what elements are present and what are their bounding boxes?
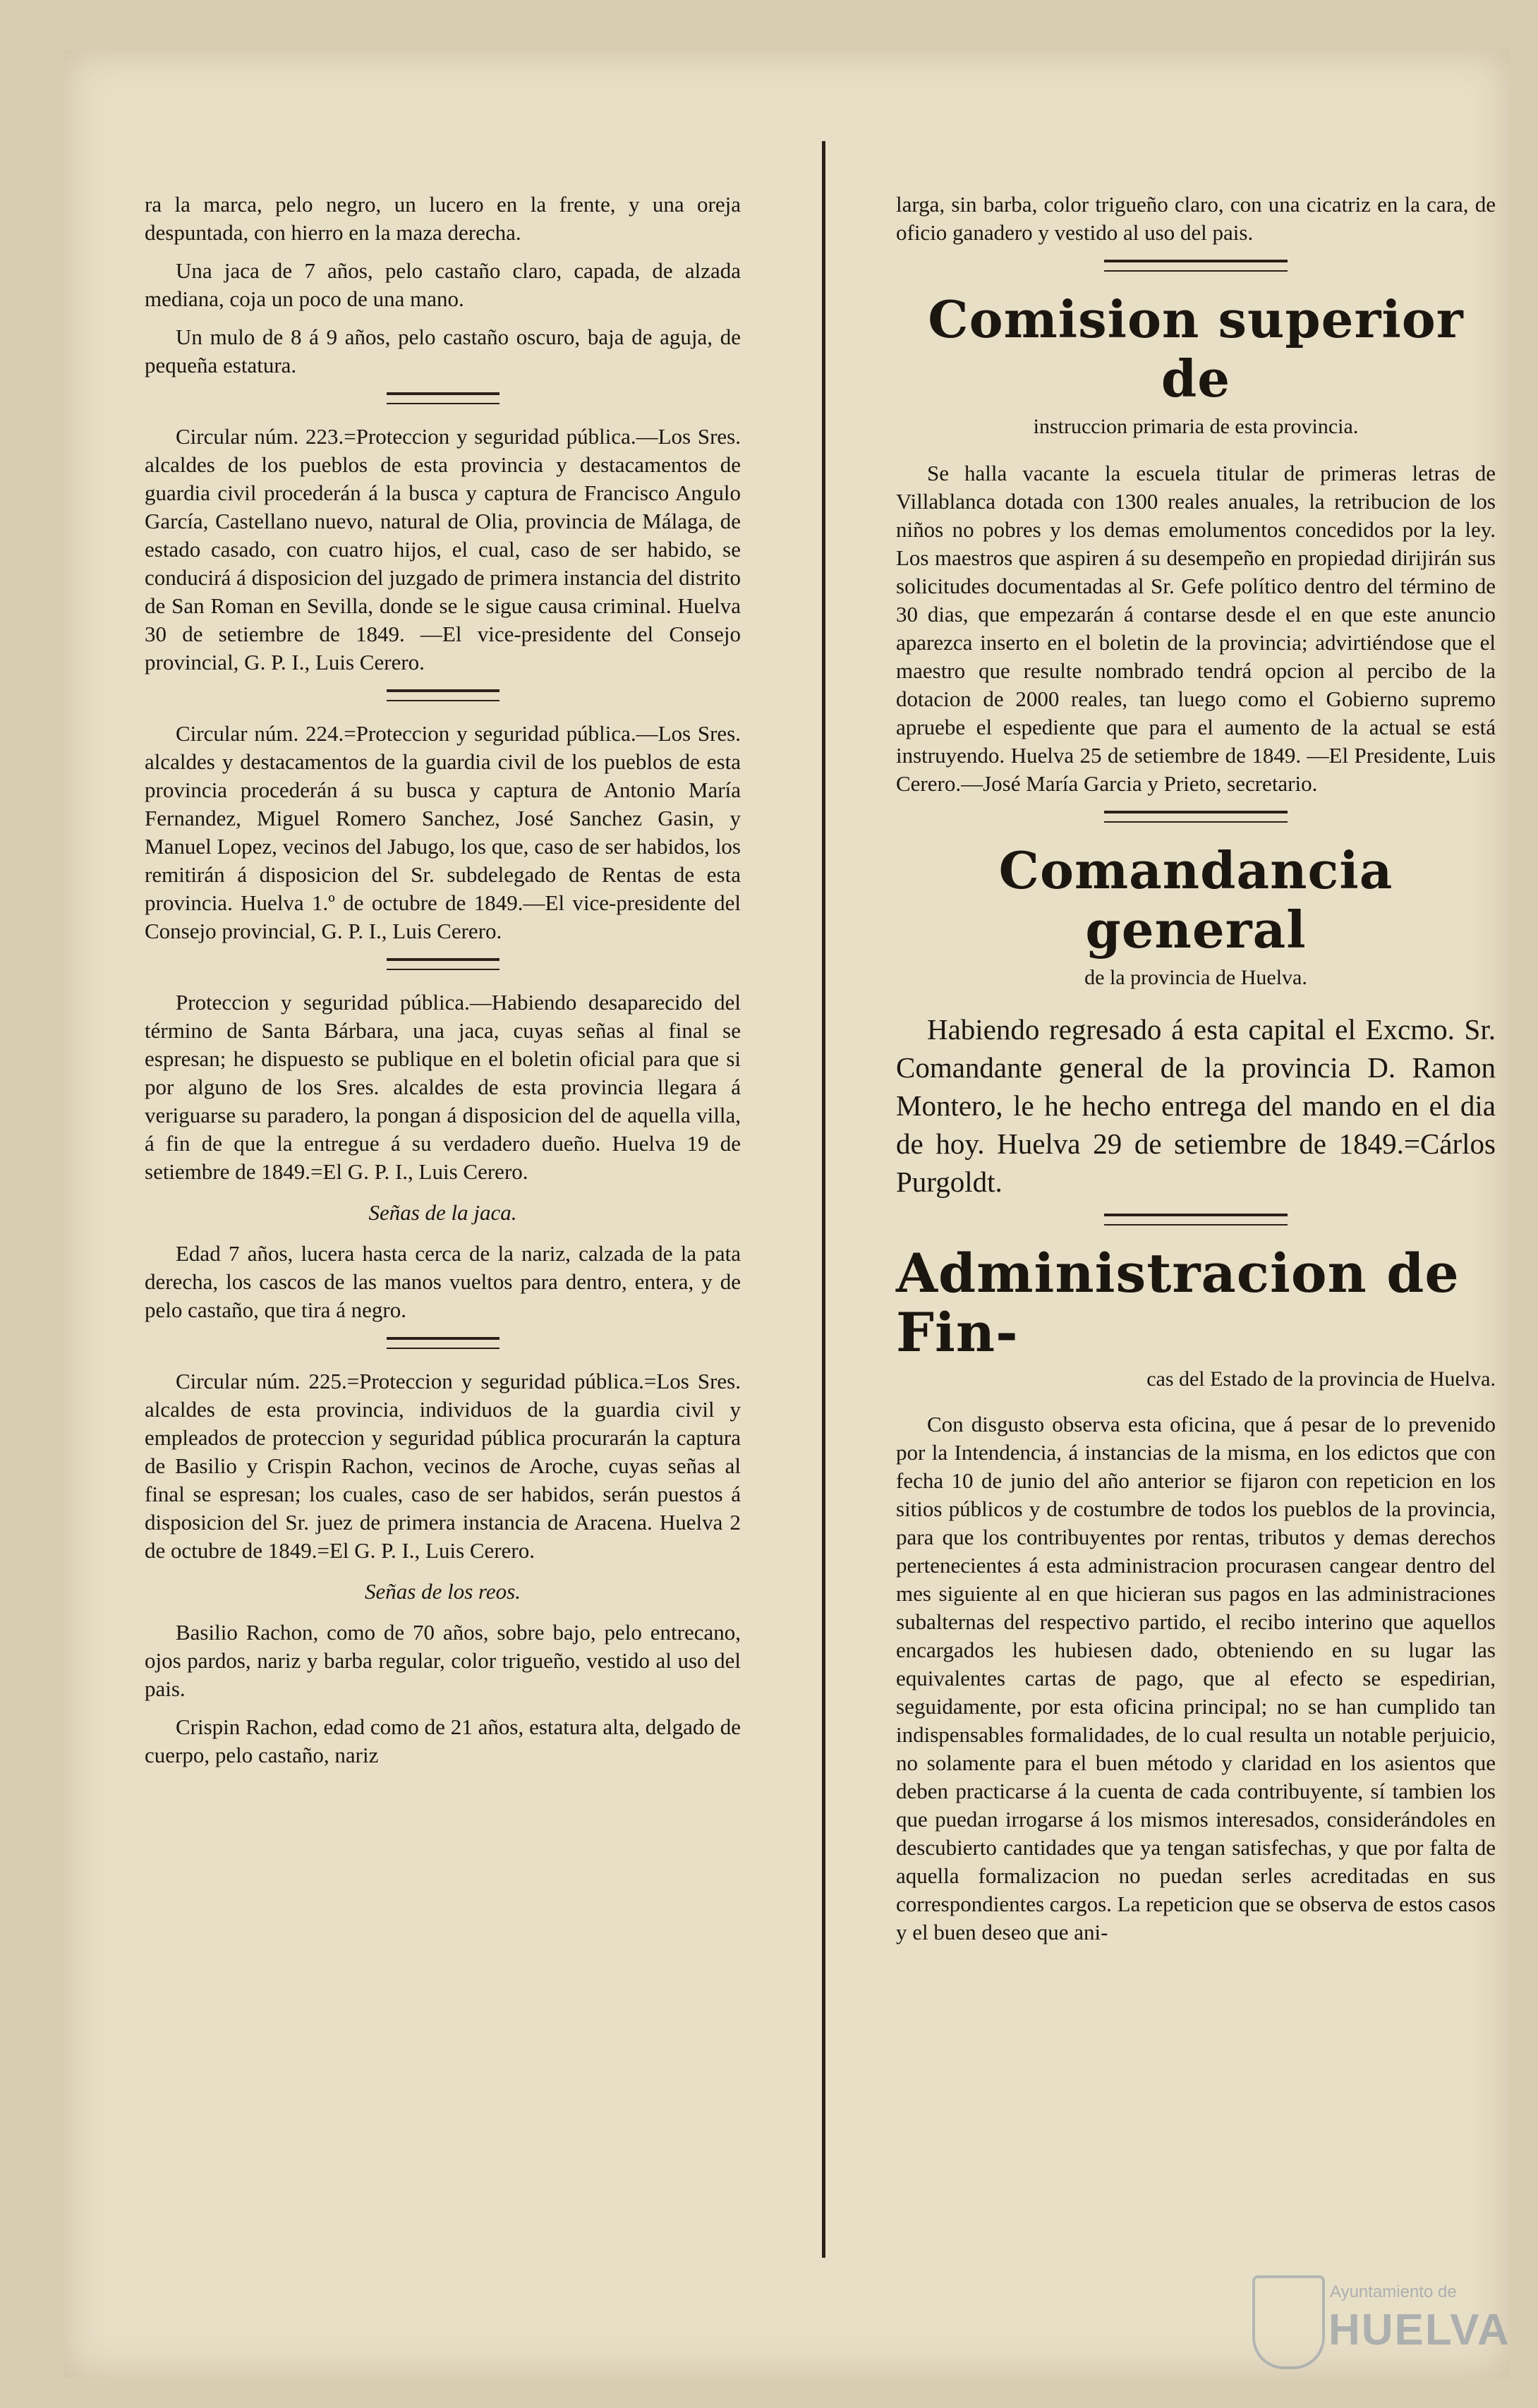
horse-description-continued: ra la marca, pelo negro, un lucero en la frente, y una oreja despuntada, con hierro en la maza derecha. bbox=[145, 192, 741, 245]
watermark-line2: HUELVA bbox=[1328, 2306, 1510, 2354]
senas-jaca-title: Señas de la jaca. bbox=[368, 1200, 517, 1225]
separator bbox=[1104, 260, 1288, 272]
comandancia-heading: Comandancia general bbox=[998, 840, 1393, 960]
administracion-heading: Administracion de Fin- bbox=[896, 1242, 1460, 1364]
separator bbox=[1104, 811, 1288, 823]
basilio-description: Basilio Rachon, como de 70 años, sobre bajo, pelo entrecano, ojos pardos, nariz y barba regular, color trigueño, vestido al uso del pais. bbox=[145, 1620, 741, 1701]
separator bbox=[387, 958, 499, 970]
circular-225: Circular núm. 225.=Proteccion y seguridad pública.=Los Sres. alcaldes de esta provincia, individuos de la guardia civil y empleados de proteccion y seguridad pública procurarán la captura de Basilio y Crispin Rachon, vecinos de Aroche, cuyas señas al final se espresan; los cuales, caso de ser habidos, serán puestos á disposicion del Sr. juez de primera instancia de Aracena. Huelva 2 de octubre de 1849.=El G. P. I., Luis Cerero. bbox=[145, 1369, 741, 1563]
jaca-description: Una jaca de 7 años, pelo castaño claro, capada, de alzada mediana, coja un poco de una mano. bbox=[145, 258, 741, 311]
separator bbox=[1104, 1214, 1288, 1226]
comandancia-subheading: de la provincia de Huelva. bbox=[1084, 966, 1307, 989]
comandancia-body: Habiendo regresado á esta capital el Excmo. Sr. Comandante general de la provincia D. Ramon Montero, le he hecho entrega del mando en el dia de hoy. Huelva 29 de setiembre de 1849.=Cárlos Purgoldt. bbox=[896, 1013, 1496, 1198]
column-divider bbox=[822, 141, 825, 2258]
mulo-description: Un mulo de 8 á 9 años, pelo castaño oscuro, baja de aguja, de pequeña estatura. bbox=[145, 325, 741, 377]
proteccion-notice: Proteccion y seguridad pública.—Habiendo desaparecido del término de Santa Bárbara, una jaca, cuyas señas al final se espresan; he dispuesto se publique en el boletin oficial para que si por alguno de los Sres. alcaldes de esta provincia llegara á veriguarse su paradero, la pongan á disposicion del de aquella villa, á fin de que la entregue á su verdadero dueño. Huelva 19 de setiembre de 1849.=El G. P. I., Luis Cerero. bbox=[145, 990, 741, 1184]
watermark-line1: Ayuntamiento de bbox=[1330, 2282, 1457, 2301]
circular-224: Circular núm. 224.=Proteccion y seguridad pública.—Los Sres. alcaldes y destacamentos de la guardia civil de los pueblos de esta provincia procederán á su busca y captura de Antonio María Fernandez, Miguel Romero Sanchez, José Sanchez Gasin, y Manuel Lopez, vecinos del Jabugo, los que, caso de ser habidos, los remitirán á disposicion del Sr. subdelegado de Rentas de esta provincia. Huelva 1.º de octubre de 1849.—El vice-presidente del Consejo provincial, G. P. I., Luis Cerero. bbox=[145, 721, 741, 943]
left-column bbox=[145, 190, 741, 1779]
reo-description-continued: larga, sin barba, color trigueño claro, con una cicatriz en la cara, de oficio ganadero y vestido al uso del pais. bbox=[896, 192, 1496, 245]
administracion-body: Con disgusto observa esta oficina, que á pesar de lo prevenido por la Intendencia, á instancias de la misma, en los edictos que con fecha 10 de junio del año anterior se fijaron con repeticion en los sitios públicos y de costumbre de todos los pueblos de la provincia, para que los contribuyentes por rentas, tributos y demas derechos pertenecientes á esta administracion procurasen cangear dentro del mes siguiente al en que hicieran sus pagos en las administraciones subalternas del respectivo partido, el recibo interino que aquellos encargados les hubiesen dado, obteniendo en su lugar las equivalentes cartas de pago, que al efecto se espedirian, seguidamente, por esta oficina principal; no se han cumplido tan indispensables formalidades, de lo cual resulta un notable perjuicio, no solamente para el buen método y claridad en los asientos que deben practicarse á la cuenta de cada contribuyente, sí tambien los que puedan irrogarse á los mismos interesados, considerándoles en descubierto cantidades que ya tengan satisfechas, y que por falta de aquella formalizacion no puedan serles acreditadas en sus correspondientes cargos. La repeticion que se observa de estos casos y el buen deseo que ani- bbox=[896, 1412, 1496, 1944]
senas-jaca-body: Edad 7 años, lucera hasta cerca de la nariz, calzada de la pata derecha, los cascos de las manos vueltos para dentro, entera, y de pelo castaño, que tira á negro. bbox=[145, 1241, 741, 1322]
separator bbox=[387, 1337, 499, 1349]
ayuntamiento-watermark bbox=[1252, 2261, 1510, 2392]
circular-223: Circular núm. 223.=Proteccion y seguridad pública.—Los Sres. alcaldes de los pueblos de esta provincia y destacamentos de guardia civil procederán á la busca y captura de Francisco Angulo García, Castellano nuevo, natural de Olia, provincia de Málaga, de estado casado, con cuatro hijos, el cual, caso de ser habido, se conducirá á disposicion del juzgado de primera instancia del distrito de San Roman en Sevilla, donde se le sigue causa criminal. Huelva 30 de setiembre de 1849. —El vice-presidente del Consejo provincial, G. P. I., Luis Cerero. bbox=[145, 424, 741, 674]
crispin-description: Crispin Rachon, edad como de 21 años, estatura alta, delgado de cuerpo, pelo castaño, nariz bbox=[145, 1714, 741, 1767]
comision-body: Se halla vacante la escuela titular de primeras letras de Villablanca dotada con 1300 reales anuales, la retribucion de los niños no pobres y los demas emolumentos concedidos por la ley. Los maestros que aspiren á su desempeño en propiedad dirijirán sus solicitudes documentadas al Sr. Gefe político dentro del término de 30 dias, que empezarán á contarse desde el en que este anuncio aparezca inserto en el boletin de la provincia; advirtiéndose que el maestro que resulte nombrado tendrá opcion al percibo de la dotacion de 2000 reales, tan luego como el Gobierno supremo apruebe el espediente que para el aumento de la actual se está instruyendo. Huelva 25 de setiembre de 1849. —El Presidente, Luis Cerero.—José María Garcia y Prieto, secretario. bbox=[896, 461, 1496, 796]
right-column bbox=[896, 190, 1496, 1956]
comision-heading: Comision superior de bbox=[928, 289, 1464, 409]
separator bbox=[387, 392, 499, 404]
coat-of-arms-icon bbox=[1252, 2275, 1325, 2369]
separator bbox=[387, 689, 499, 701]
comision-subheading: instruccion primaria de esta provincia. bbox=[1033, 415, 1359, 438]
administracion-subheading: cas del Estado de la provincia de Huelva. bbox=[1146, 1367, 1496, 1391]
senas-reos-title: Señas de los reos. bbox=[365, 1579, 521, 1604]
